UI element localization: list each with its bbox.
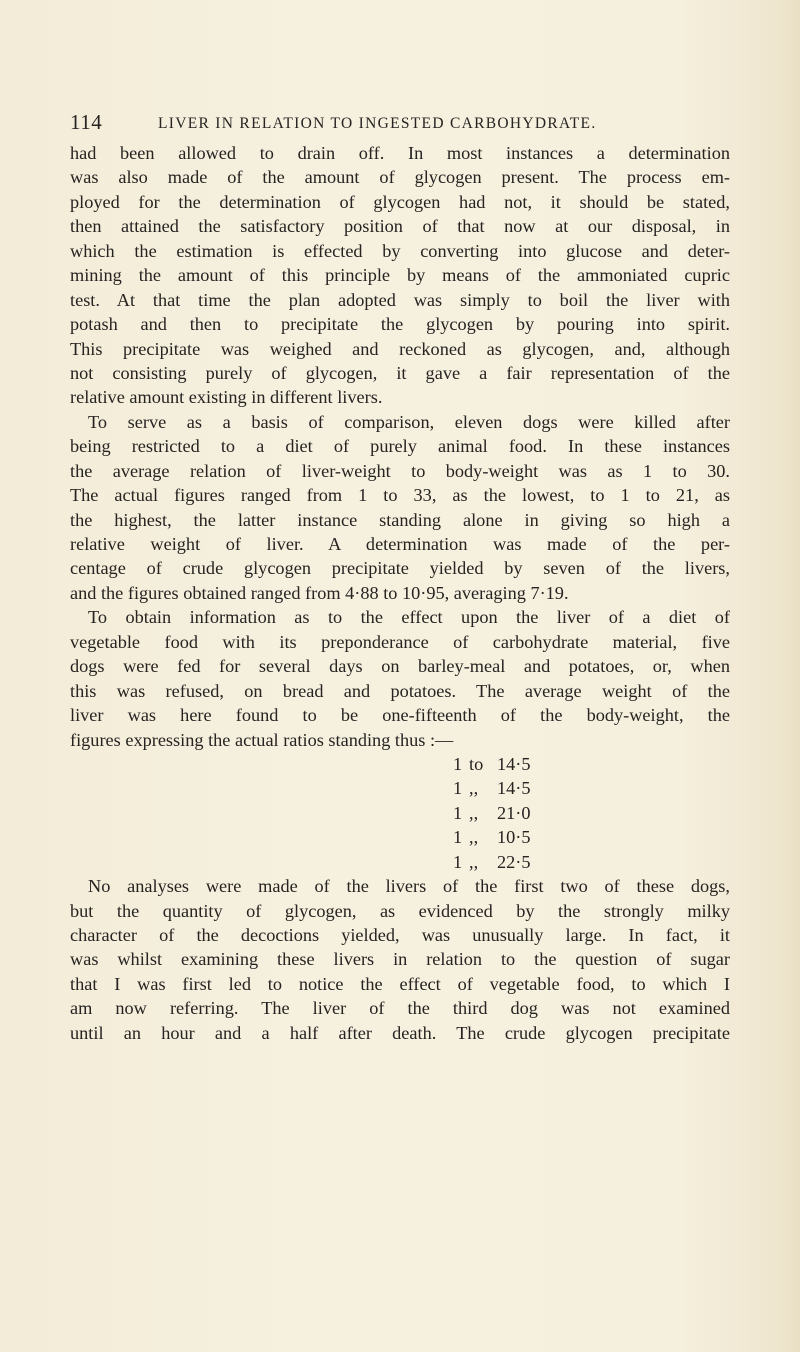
text-line: No analyses were made of the livers of the first two of these dogs, [88,876,730,897]
ratio-row [453,776,730,800]
ratio-right: 14·5 [497,778,531,799]
text-line: but the quantity of glycogen, as evidenced by the strongly milky [70,900,730,921]
ratio-separator: ,, [469,802,479,823]
ratio-right: 14·5 [497,753,531,774]
ratio-left: 1 [453,778,463,799]
text-line: centage of crude glycogen precipitate yielded by seven of the livers, [70,558,730,579]
text-line: not consisting purely of glycogen, it gave a fair representation of the [70,362,730,383]
ratio-separator: to [469,753,484,774]
text-line: dogs were fed for several days on barley-meal and potatoes, or, when [70,656,730,677]
ratio-separator: ,, [469,827,479,848]
text-line: potash and then to precipitate the glycogen by pouring into spirit. [70,314,730,335]
page-header [70,110,726,143]
ratio-row [453,825,730,849]
ratio-left: 1 [453,827,463,848]
ratio-separator: ,, [469,778,479,799]
text-line: The actual figures ranged from 1 to 33, as the lowest, to 1 to 21, as [70,485,730,506]
text-line: figures expressing the actual ratios standing thus :— [70,729,454,750]
text-line: until an hour and a half after death. The crude glycogen precipitate [70,1022,730,1043]
text-line: this was refused, on bread and potatoes. The average weight of the [70,680,730,701]
text-line: liver was here found to be one-fifteenth of the body-weight, the [70,705,730,726]
text-line: being restricted to a diet of purely animal food. In these instances [70,436,730,457]
ratio-right: 22·5 [497,851,531,872]
paragraph-3 [70,605,730,752]
text-line: This precipitate was weighed and reckoned as glycogen, and, although [70,338,730,359]
ratio-row [453,752,730,776]
ratio-separator: ,, [469,851,479,872]
text-line: the highest, the latter instance standing alone in giving so high a [70,509,730,530]
paragraph-1 [70,141,730,410]
text-line: character of the decoctions yielded, was unusually large. In fact, it [70,925,730,945]
ratio-left: 1 [453,851,463,872]
text-line: then attained the satisfactory position of that now at our disposal, in [70,216,730,237]
text-line: ployed for the determination of glycogen had not, it should be stated, [70,191,730,212]
paragraph-2 [70,410,730,606]
ratio-right: 21·0 [497,802,531,823]
text-line: am now referring. The liver of the third dog was not examined [70,998,730,1019]
text-line: mining the amount of this principle by means of the ammoniated cupric [70,265,730,286]
text-line: To obtain information as to the effect upon the liver of a diet of [88,607,730,628]
text-line: that I was first led to notice the effect of vegetable food, to which I [70,973,730,994]
text-line: vegetable food with its preponderance of carbohydrate material, five [70,631,730,652]
body-text [70,141,730,1045]
ratio-left: 1 [453,753,463,774]
text-line: To serve as a basis of comparison, eleven dogs were killed after [88,411,730,432]
ratio-table [70,752,730,874]
text-line: test. At that time the plan adopted was simply to boil the liver with [70,289,730,310]
running-title: LIVER IN RELATION TO INGESTED CARBOHYDRATE. [158,115,597,132]
text-line: relative amount existing in different livers. [70,387,383,408]
ratio-row [453,801,730,825]
ratio-right: 10·5 [497,827,531,848]
ratio-left: 1 [453,802,463,823]
ratio-row [453,850,730,874]
text-line: the average relation of liver-weight to body-weight was as 1 to 30. [70,460,730,481]
text-line: had been allowed to drain off. In most instances a determination [70,143,730,163]
text-line: which the estimation is effected by converting into glucose and deter- [70,240,730,261]
text-line: and the figures obtained ranged from 4·88 to 10·95, averaging 7·19. [70,582,569,603]
text-line: was whilst examining these livers in relation to the question of sugar [70,949,730,970]
text-line: relative weight of liver. A determination was made of the per- [70,534,730,554]
text-line: was also made of the amount of glycogen present. The process em- [70,167,730,188]
paragraph-4 [70,874,730,1045]
page-number: 114 [70,110,103,134]
